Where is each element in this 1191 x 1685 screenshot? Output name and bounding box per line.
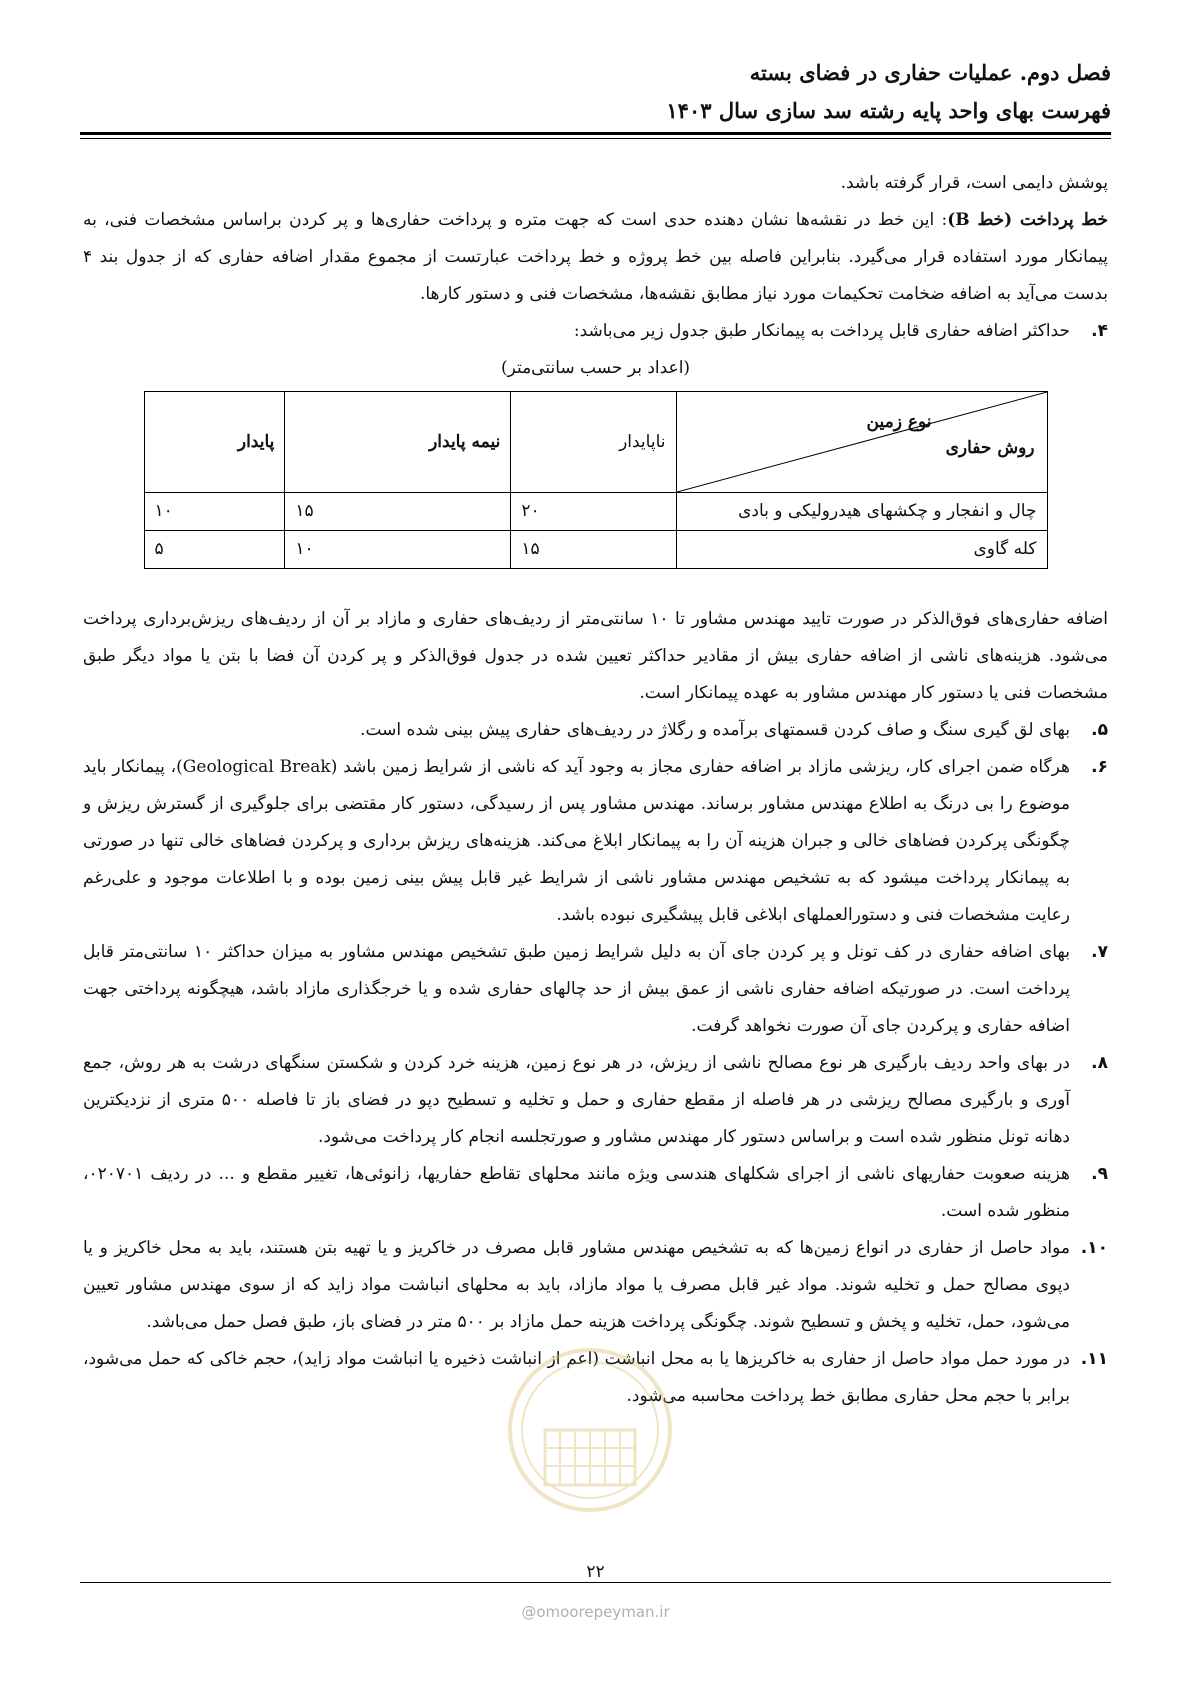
table-row [144,531,1047,569]
header-stable: پایدار [144,392,285,493]
list-item-number: ۴. [1091,321,1108,341]
header-rule-thin [80,138,1111,139]
header-semi-stable: نیمه پایدار [285,392,511,493]
list-item-number: ۱۰. [1080,1238,1108,1258]
list-item-number: ۹. [1091,1164,1108,1184]
footer-rule [80,1582,1111,1583]
row-method: کله گاوی [676,531,1047,569]
list-item-number: ۷. [1091,942,1108,962]
list-item-number: ۵. [1091,720,1108,740]
list-item-text: هرگاه ضمن اجرای کار، ریزشی مازاد بر اضافه حفاری مجاز به وجود آید که ناشی از شرایط زمین باشد (Geological Break)، پیمانکار باید موضوع را بی درنگ به اطلاع مهندس مشاور برساند. مهندس مشاور پس از رسیدگی، دستور کار مقتضی برای جلوگیری از گسترش ریزش و چگونگی پرکردن فضاهای خالی و جبران هزینه آن را به پیمانکار ابلاغ می‌کند. هزینه‌های ریزش برداری و پرکردن فضاهای خالی تنها در صورتی به پیمانکار پرداخت میشود که به تشخیص مهندس مشاور ناشی از شرایط غیر قابل پیش بینی زمین بوده و با اطلاعات موجود و علی‌رغم رعایت مشخصات فنی و دستورالعملهای ابلاغی قابل پیشگیری نبوده باشد. [83,757,1070,925]
row-value-semi-stable: ۱۰ [285,531,511,569]
list-item-text: در بهای واحد ردیف بارگیری هر نوع مصالح ناشی از ریزش، در هر نوع زمین، هزینه خرد کردن و شکستن سنگهای درشت به هر روش، جمع آوری و بارگیری مصالح ریزشی در هر فاصله از مقطع حفاری و حمل و تخلیه و تسطیح دپو در فضای باز تا فاصله ۵۰۰ متری از نزدیکترین دهانه تونل منظور شده است و براساس دستور کار مهندس مشاور و صورتجلسه انجام کار پرداخت می‌شود. [83,1053,1070,1147]
row-value-unstable: ۲۰ [511,493,676,531]
after-table-paragraph: اضافه حفاری‌های فوق‌الذکر در صورت تایید مهندس مشاور تا ۱۰ سانتی‌متر از ردیف‌های حفاری و مازاد بر آن از ردیف‌های ریزش‌برداری پرداخت می‌شود. هزینه‌های ناشی از اضافه حفاری بیش از مقادیر حداکثر تعیین شده در جدول فوق‌الذکر و پر کردن آن فضا با بتن یا مواد دیگر طبق مشخصات فنی یا دستور کار مهندس مشاور به عهده پیمانکار است. [83,609,1108,703]
header-unstable: ناپایدار [511,392,676,493]
watermark-site: @omoorepeyman.ir [521,1603,670,1621]
document-title: فهرست بهای واحد پایه رشته سد سازی سال ۱۴۰۳ [666,98,1111,123]
list-item-6 [83,749,1108,934]
ground-type-label: نوع زمین [866,412,932,432]
payment-line-term: خط پرداخت (خط B) [947,210,1109,230]
list-item-4 [83,313,1108,350]
table-caption: (اعداد بر حسب سانتی‌متر) [500,358,691,378]
excavation-method-label: روش حفاری [945,438,1035,458]
intro-paragraph-1: پوشش دایمی است، قرار گرفته باشد. [840,173,1108,193]
payment-line-definition: : این خط در نقشه‌ها نشان دهنده حدی است که جهت متره و پرداخت حفاری‌ها و پر کردن براساس مشخصات فنی، به پیمانکار مورد استفاده قرار می‌گیرد. بنابراین فاصله بین خط پروژه و خط پرداخت عبارتست از مجموع مقدار اضافه حفاری که از جدول بند ۴ بدست می‌آید به اضافه ضخامت تحکیمات مورد نیاز مطابق نقشه‌ها، مشخصات فنی و دستور کارها. [83,210,1108,304]
body-text [83,165,1108,1415]
list-item-number: ۸. [1091,1053,1108,1073]
list-item-8 [83,1045,1108,1156]
row-value-stable: ۵ [144,531,285,569]
list-item-text: در مورد حمل مواد حاصل از حفاری به خاکریزها یا به محل انباشت (اعم از انباشت ذخیره یا انباشت مواد زاید)، حجم خاکی که حمل می‌شود، برابر با حجم محل حفاری مطابق خط پرداخت محاسبه می‌شود. [83,1349,1070,1406]
list-item-9 [83,1156,1108,1230]
list-item-text: هزینه صعوبت حفاریهای ناشی از اجرای شکلهای هندسی ویژه مانند محلهای تقاطع حفاریها، زانوئی‌ها، تغییر مقطع و ... در ردیف ۰۲۰۷۰۱، منظور شده است. [83,1164,1070,1221]
list-item-text: بهای لق گیری سنگ و صاف کردن قسمتهای برآمده و رگلاژ در ردیف‌های حفاری پیش بینی شده است. [360,720,1070,740]
page-number: ۲۲ [586,1562,605,1582]
header-rule-thick [80,132,1111,135]
table-header-row [144,392,1047,493]
list-item-5 [83,712,1108,749]
watermark-logo-icon [500,1320,680,1560]
table-corner-cell [676,392,1047,493]
table-row [144,493,1047,531]
list-item-number: ۱۱. [1080,1349,1108,1369]
row-value-semi-stable: ۱۵ [285,493,511,531]
list-item-text: بهای اضافه حفاری در کف تونل و پر کردن جای آن به دلیل شرایط زمین طبق تشخیص مهندس مشاور به میزان حداکثر ۱۰ سانتی‌متر قابل پرداخت است. در صورتیکه اضافه حفاری ناشی از عمق بیش از حد چالهای حفاری شده و یا خرجگذاری مازاد باشد، هیچگونه پرداختی جهت اضافه حفاری و پرکردن جای آن صورت نخواهد گرفت. [83,942,1070,1036]
chapter-title: فصل دوم. عملیات حفاری در فضای بسته [749,60,1111,85]
list-item-7 [83,934,1108,1045]
overbreak-table [144,391,1048,569]
list-item-number: ۶. [1091,757,1108,777]
list-item-text: حداکثر اضافه حفاری قابل پرداخت به پیمانکار طبق جدول زیر می‌باشد: [573,321,1070,341]
row-value-unstable: ۱۵ [511,531,676,569]
intro-paragraph-2 [83,202,1108,313]
list-item-text: مواد حاصل از حفاری در انواع زمین‌ها که به تشخیص مهندس مشاور قابل مصرف در خاکریز و یا تهیه بتن هستند، باید به محل خاکریز و یا دپوی مصالح حمل و تخلیه شوند. مواد غیر قابل مصرف یا مواد مازاد، باید به محلهای انباشت مواد زاید که از سوی مهندس مشاور تعیین می‌شود، حمل، تخلیه و پخش و تسطیح شوند. چگونگی پرداخت هزینه حمل مازاد بر ۵۰۰ متر در فضای باز، طبق فصل حمل می‌باشد. [83,1238,1070,1332]
row-method: چال و انفجار و چکشهای هیدرولیکی و بادی [676,493,1047,531]
row-value-stable: ۱۰ [144,493,285,531]
